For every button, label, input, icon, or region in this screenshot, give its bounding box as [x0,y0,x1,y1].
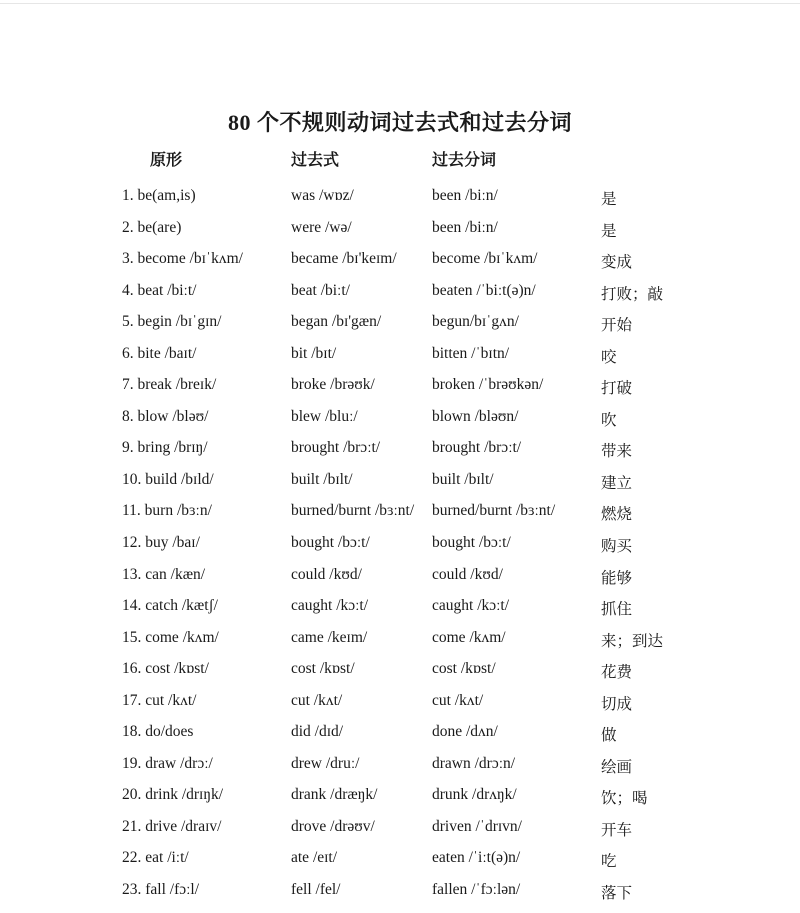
cell-base-form: 16. cost /kɒst/ [122,660,209,678]
cell-past-participle: fallen /ˈfɔːlən/ [432,881,521,899]
cell-past-participle: come /kʌm/ [432,628,506,646]
table-row [0,534,800,566]
cell-past-tense: became /bɪ'keɪm/ [291,250,397,268]
cell-past-tense: came /keɪm/ [291,628,368,646]
table-row [0,408,800,440]
cell-past-participle: done /dʌn/ [432,723,498,741]
top-divider [0,3,800,4]
table-row [0,471,800,503]
cell-past-participle: drawn /drɔːn/ [432,754,516,772]
cell-past-tense: could /kʊd/ [291,565,362,583]
cell-past-tense: bit /bɪt/ [291,344,337,362]
table-row [0,629,800,661]
cell-past-participle: been /biːn/ [432,218,498,236]
cell-chinese-meaning: 吹 [601,411,617,429]
cell-chinese-meaning: 变成 [601,254,633,272]
table-row [0,345,800,377]
cell-base-form: 15. come /kʌm/ [122,628,219,646]
table-row [0,786,800,818]
cell-base-form: 22. eat /iːt/ [122,849,189,867]
cell-base-form: 4. beat /biːt/ [122,281,197,299]
verb-table [0,187,800,913]
table-row [0,566,800,598]
table-row [0,849,800,881]
cell-base-form: 14. catch /kætʃ/ [122,597,218,615]
cell-past-participle: broken /ˈbrəʊkən/ [432,376,544,394]
cell-base-form: 10. build /bɪld/ [122,470,214,488]
cell-chinese-meaning: 开始 [601,317,633,335]
cell-chinese-meaning: 落下 [601,885,633,903]
cell-chinese-meaning: 切成 [601,695,633,713]
cell-past-participle: could /kʊd/ [432,565,503,583]
cell-past-participle: caught /kɔːt/ [432,597,510,615]
cell-chinese-meaning: 是 [601,191,617,208]
cell-chinese-meaning: 咬 [601,348,617,366]
cell-base-form: 7. break /breɪk/ [122,376,217,394]
cell-base-form: 3. become /bɪˈkʌm/ [122,250,243,268]
cell-base-form: 21. drive /draɪv/ [122,817,222,835]
cell-base-form: 20. drink /drɪŋk/ [122,786,224,804]
cell-past-tense: were /wə/ [291,218,352,236]
cell-chinese-meaning: 抓住 [601,601,633,619]
cell-past-participle: cut /kʌt/ [432,691,484,709]
cell-past-participle: built /bɪlt/ [432,470,494,488]
cell-base-form: 19. draw /drɔː/ [122,754,213,772]
header-past-tense: 过去式 [291,152,340,169]
cell-past-participle: eaten /ˈiːt(ə)n/ [432,849,521,867]
table-row [0,439,800,471]
cell-past-participle: begun/bɪˈgʌn/ [432,313,519,331]
table-row [0,723,800,755]
table-header [0,147,800,171]
cell-past-participle: brought /brɔːt/ [432,439,522,457]
cell-past-tense: blew /bluː/ [291,407,358,425]
cell-past-tense: beat /biːt/ [291,281,350,299]
cell-base-form: 6. bite /baɪt/ [122,344,197,362]
cell-past-tense: cut /kʌt/ [291,691,343,709]
cell-past-tense: began /bɪ'gæn/ [291,313,382,331]
cell-chinese-meaning: 绘画 [601,758,633,776]
cell-past-tense: brought /brɔːt/ [291,439,381,457]
cell-past-tense: did /dɪd/ [291,723,344,741]
table-row [0,818,800,850]
table-row [0,282,800,314]
cell-chinese-meaning: 做 [601,727,617,745]
cell-past-tense: cost /kɒst/ [291,660,355,678]
cell-base-form: 18. do/does [122,723,194,741]
table-row [0,692,800,724]
cell-past-tense: broke /brəʊk/ [291,376,375,394]
cell-base-form: 13. can /kæn/ [122,565,206,583]
cell-past-participle: bitten /ˈbɪtn/ [432,344,510,362]
cell-past-participle: blown /bləʊn/ [432,407,519,425]
table-row [0,376,800,408]
cell-base-form: 9. bring /brɪŋ/ [122,439,208,457]
cell-past-tense: drank /dræŋk/ [291,786,378,804]
header-past-participle: 过去分词 [432,152,497,169]
cell-base-form: 1. be(am,is) [122,187,196,204]
table-row [0,313,800,345]
cell-past-tense: was /wɒz/ [291,187,354,204]
table-row [0,660,800,692]
cell-past-tense: ate /eɪt/ [291,849,338,867]
cell-past-participle: driven /ˈdrɪvn/ [432,817,522,835]
cell-chinese-meaning: 打破 [601,380,633,398]
cell-chinese-meaning: 购买 [601,538,633,556]
cell-chinese-meaning: 来；到达 [601,632,664,650]
cell-past-tense: caught /kɔːt/ [291,597,369,615]
table-row [0,502,800,534]
cell-past-participle: been /biːn/ [432,187,498,204]
table-row [0,881,800,913]
cell-past-tense: burned/burnt /bɜːnt/ [291,502,415,520]
document-title: 80 个不规则动词过去式和过去分词 [227,110,572,135]
cell-past-tense: fell /fel/ [291,881,341,899]
table-row [0,755,800,787]
cell-past-tense: built /bɪlt/ [291,470,353,488]
table-row [0,250,800,282]
cell-chinese-meaning: 打败；敲 [601,285,664,303]
table-row [0,187,800,219]
cell-past-participle: become /bɪˈkʌm/ [432,250,538,268]
cell-past-participle: burned/burnt /bɜːnt/ [432,502,556,520]
cell-chinese-meaning: 吃 [601,853,617,871]
table-row [0,219,800,251]
cell-base-form: 8. blow /bləʊ/ [122,407,209,425]
cell-base-form: 2. be(are) [122,218,182,236]
cell-past-participle: bought /bɔːt/ [432,534,511,552]
cell-base-form: 23. fall /fɔːl/ [122,881,200,899]
cell-past-participle: cost /kɒst/ [432,660,496,678]
cell-past-tense: drove /drəʊv/ [291,817,375,835]
cell-chinese-meaning: 开车 [601,821,633,839]
cell-past-participle: beaten /ˈbiːt(ə)n/ [432,281,536,299]
cell-chinese-meaning: 饮；喝 [601,790,648,808]
header-base-form: 原形 [150,152,183,169]
cell-chinese-meaning: 带来 [601,443,633,461]
cell-chinese-meaning: 是 [601,222,617,240]
cell-base-form: 17. cut /kʌt/ [122,691,197,709]
cell-past-tense: drew /druː/ [291,754,360,772]
cell-past-tense: bought /bɔːt/ [291,534,370,552]
cell-base-form: 12. buy /baɪ/ [122,534,200,552]
cell-base-form: 11. burn /bɜːn/ [122,502,212,520]
cell-chinese-meaning: 建立 [601,474,633,492]
cell-chinese-meaning: 燃烧 [601,506,633,524]
cell-chinese-meaning: 能够 [601,569,633,587]
cell-chinese-meaning: 花费 [601,664,633,682]
cell-base-form: 5. begin /bɪˈgɪn/ [122,313,222,331]
cell-past-participle: drunk /drʌŋk/ [432,786,517,804]
table-row [0,597,800,629]
